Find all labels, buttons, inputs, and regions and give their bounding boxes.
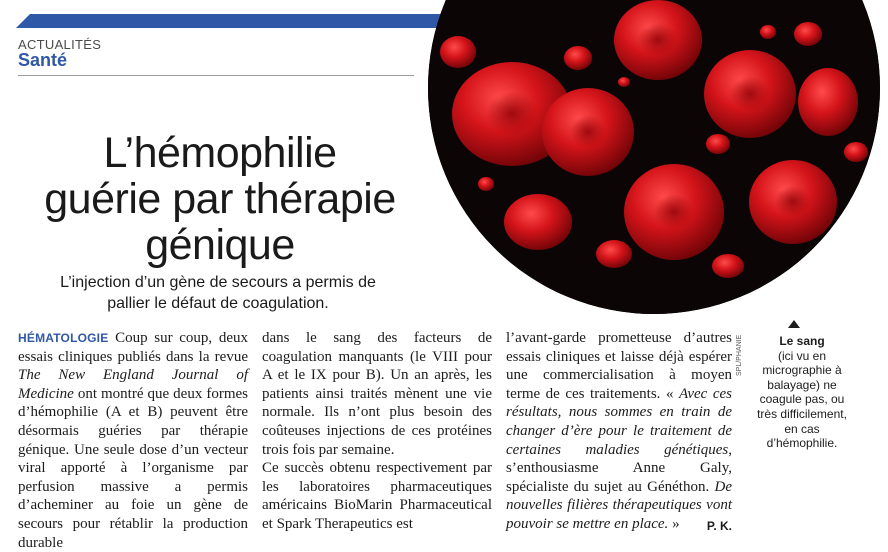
standfirst: L’injection d’un gène de secours a permis de pallier le défaut de coagulation. [60,274,376,312]
author-signature: P. K. [706,518,732,533]
headline [20,130,420,268]
caption-arrow-icon [788,320,800,328]
rubric-label: HÉMATOLOGIE [18,331,109,345]
col1-text: Coup sur coup, deux essais cliniques publiés dans la revue [18,330,249,365]
caption-text: (ici vu en micrographie à balayage) ne coagule pas, ou très difficilement, en cas d’hémophilie. [757,348,847,451]
quote-1: Avec ces résultats, nous sommes en train de changer d’ère pour le traitement de certaines maladies génétiques [506,385,732,458]
col1-text-2: ont montré que deux formes d’hémophilie (A et B) peuvent être désormais guéries par thérapie génique. Une seule dose d’un vecteur viral apporté à l’organisme par perfusion massive a permis d’acheminer au foie un gène de secours pour rétablir la production durable [18,385,249,551]
photo-caption [752,334,852,451]
section-kicker: ACTUALITÉS [18,37,102,52]
col3-text-2: , s’enthousiasme Anne Galy, spécialiste du sujet au Généthon. [506,441,732,495]
journal-title: The New England Journal of Medicine [18,367,248,402]
quote-close: » [668,515,680,532]
headline-line-3: génique [145,221,295,269]
col3-text: l’avant-garde prometteuse d’autres essais cliniques et laisse déjà espérer une commercialisation à moyen terme de ces traitements. « [506,330,732,402]
photo-credit-wrap [736,334,746,426]
article-column-3 [506,329,732,536]
article-column-2 [262,329,492,534]
caption-title: Le sang [779,334,825,348]
red-blood-cells-photo [428,0,880,314]
col2-paragraph-2: Ce succès obtenu respectivement par les laboratoires pharmaceutiques américains BioMarin Pharmaceutical et Spark Therapeutics est [262,460,492,532]
col2-paragraph-1: dans le sang des facteurs de coagulation manquants (le VIII pour A et le IX pour B). Un an après, les patients ainsi traités mènent une vie normale. Ils n’ont plus besoin des coûteuses injections de ces protéines trois fois par semaine. [262,330,492,458]
headline-line-2: guérie par thérapie [44,175,396,223]
blood-cells-illustration [428,0,880,314]
section-divider [18,75,414,76]
headline-line-1: L’hémophilie [103,129,337,177]
section-name: Santé [18,50,68,70]
section-bar-notch [16,14,30,28]
photo-credit: SPL/PHANIE [736,334,743,376]
section-color-bar [16,14,476,28]
quote-2: De nouvelles filières thérapeutiques vont pouvoir se mettre en place. [506,478,733,532]
article-column-1 [18,329,248,552]
